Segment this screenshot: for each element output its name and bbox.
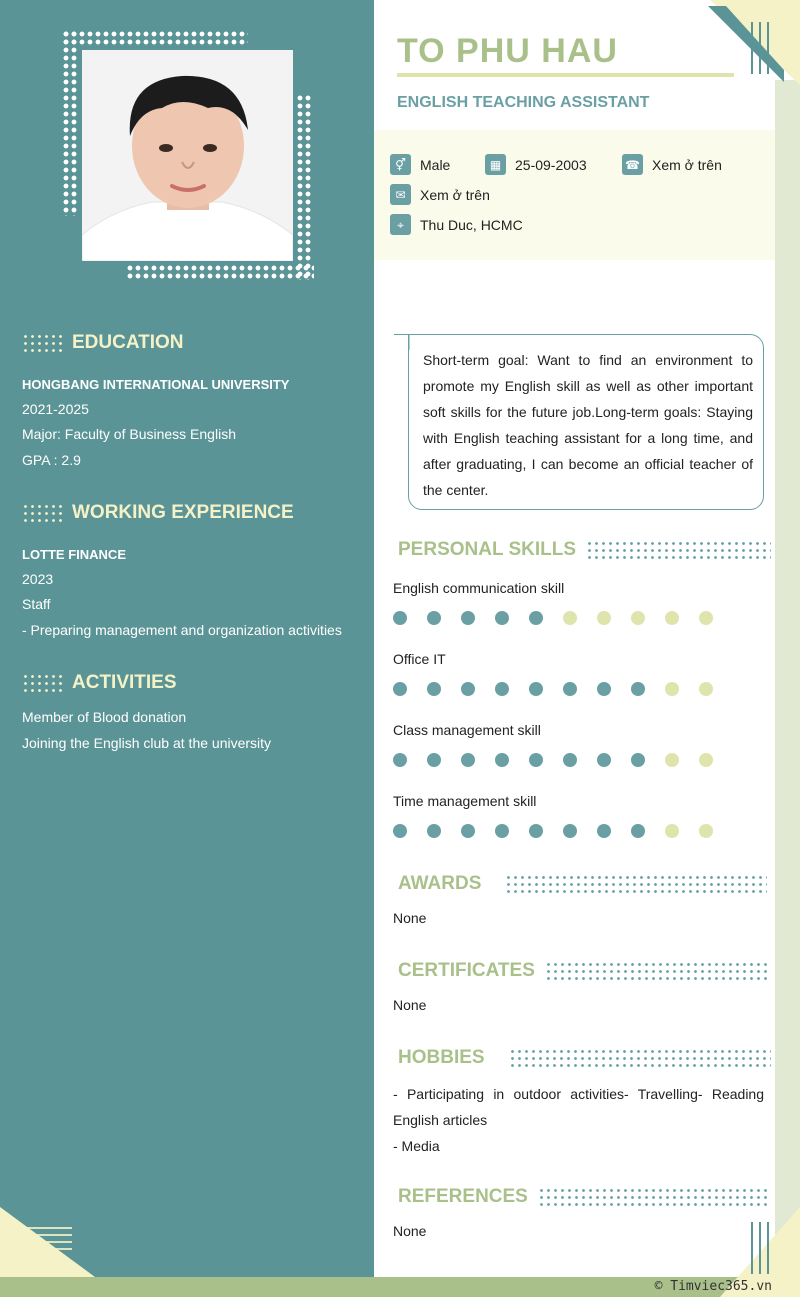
activity-item: Member of Blood donation	[22, 709, 187, 725]
info-phone-value: Xem ở trên	[652, 156, 722, 173]
photo-dots-left	[62, 30, 78, 216]
skill-dot-filled	[393, 611, 407, 625]
skill-name: English communication skill	[393, 580, 565, 596]
lines-decoration	[22, 1227, 72, 1255]
certificates-heading	[398, 960, 767, 982]
candidate-name: TO PHU HAU	[397, 32, 618, 70]
skill-dot-filled	[427, 611, 441, 625]
name-underline	[397, 73, 734, 77]
copyright-notice: © Timviec365.vn	[654, 1279, 772, 1294]
right-decor-bar	[775, 80, 800, 1290]
awards-heading	[398, 873, 767, 895]
candidate-position: ENGLISH TEACHING ASSISTANT	[397, 94, 650, 111]
skill-dot-empty	[699, 824, 713, 838]
info-gender	[390, 154, 450, 175]
skills-heading	[398, 539, 771, 561]
skill-dot-empty	[631, 611, 645, 625]
skill-dot-filled	[597, 682, 611, 696]
certificates-text: None	[393, 997, 427, 1013]
skill-dot-filled	[631, 753, 645, 767]
education-major: Major: Faculty of Business English	[22, 426, 236, 442]
education-school: HONGBANG INTERNATIONAL UNIVERSITY	[22, 377, 290, 392]
skill-dot-filled	[563, 824, 577, 838]
skill-dot-filled	[461, 824, 475, 838]
skill-dot-filled	[597, 824, 611, 838]
info-address-value: Thu Duc, HCMC	[420, 216, 523, 233]
skill-dot-filled	[393, 682, 407, 696]
career-objective: Short-term goal: Want to find an environment to promote my English skill as well as other important soft skills for the future job.Long-term goals: Staying with English teaching assistant for a long time, and after graduating, I can become an official teacher of the center.	[408, 334, 764, 510]
skill-dot-filled	[563, 753, 577, 767]
photo-dots-bottom	[126, 264, 314, 280]
skill-dot-empty	[699, 611, 713, 625]
skill-dot-filled	[427, 824, 441, 838]
skill-dot-empty	[665, 682, 679, 696]
phone-icon: ☎	[622, 154, 643, 175]
skill-dot-filled	[461, 753, 475, 767]
heading-dots	[509, 1048, 771, 1068]
skill-rating	[393, 682, 713, 696]
skill-dot-empty	[699, 753, 713, 767]
certificates-title: CERTIFICATES	[398, 960, 535, 981]
references-title: REFERENCES	[398, 1186, 528, 1207]
skill-dot-filled	[393, 753, 407, 767]
heading-dots	[22, 503, 62, 523]
skill-dot-filled	[393, 824, 407, 838]
experience-desc: - Preparing management and organization activities	[22, 622, 342, 638]
gender-icon: ⚥	[390, 154, 411, 175]
skill-dot-filled	[495, 611, 509, 625]
avatar	[82, 50, 293, 261]
heading-dots	[22, 673, 62, 693]
photo-dots-top	[62, 30, 248, 46]
skill-dot-empty	[665, 824, 679, 838]
skill-dot-filled	[427, 682, 441, 696]
skill-dot-filled	[461, 611, 475, 625]
awards-title: AWARDS	[398, 873, 482, 894]
photo-dots-right	[296, 94, 312, 280]
skill-rating	[393, 753, 713, 767]
avatar-illustration	[82, 50, 293, 261]
skill-dot-empty	[665, 611, 679, 625]
references-heading	[398, 1186, 770, 1208]
skill-name: Time management skill	[393, 793, 537, 809]
heading-dots	[538, 1187, 770, 1207]
skills-title: PERSONAL SKILLS	[398, 539, 577, 560]
heading-dots	[22, 333, 62, 353]
skill-dot-filled	[495, 824, 509, 838]
skill-dot-filled	[495, 682, 509, 696]
skill-dot-filled	[529, 611, 543, 625]
skill-rating	[393, 611, 713, 625]
activities-heading	[22, 672, 177, 694]
skill-dot-filled	[631, 824, 645, 838]
education-heading	[22, 332, 184, 354]
skill-dot-filled	[529, 753, 543, 767]
heading-dots	[586, 540, 771, 560]
skill-dot-filled	[529, 824, 543, 838]
awards-text: None	[393, 910, 427, 926]
experience-company: LOTTE FINANCE	[22, 547, 126, 562]
skill-dot-filled	[563, 682, 577, 696]
skill-dot-filled	[461, 682, 475, 696]
bottom-vertical-lines	[751, 1222, 769, 1274]
experience-title: WORKING EXPERIENCE	[72, 502, 294, 523]
skill-dot-filled	[631, 682, 645, 696]
skill-dot-empty	[699, 682, 713, 696]
skill-dot-empty	[665, 753, 679, 767]
info-email-value: Xem ở trên	[420, 186, 490, 203]
activities-title: ACTIVITIES	[72, 672, 177, 693]
skill-dot-filled	[427, 753, 441, 767]
education-title: EDUCATION	[72, 332, 184, 353]
education-gpa: GPA : 2.9	[22, 452, 81, 468]
skill-dot-filled	[529, 682, 543, 696]
hobbies-text-2: - Media	[393, 1138, 440, 1154]
info-email	[390, 184, 490, 205]
left-column	[0, 0, 374, 1277]
hobbies-title: HOBBIES	[398, 1047, 485, 1068]
skill-rating	[393, 824, 713, 838]
photo-frame	[62, 30, 314, 282]
top-vertical-lines	[751, 22, 769, 74]
info-gender-value: Male	[420, 156, 451, 173]
experience-year: 2023	[22, 571, 54, 587]
hobbies-heading	[398, 1047, 771, 1069]
experience-role: Staff	[22, 596, 51, 612]
hobbies-text-1: - Participating in outdoor activities- Travelling- Reading English articles	[393, 1086, 764, 1128]
info-birthday-value: 25-09-2003	[515, 156, 587, 173]
heading-dots	[505, 874, 767, 894]
info-phone	[622, 154, 722, 175]
skill-dot-filled	[597, 753, 611, 767]
references-text: None	[393, 1223, 427, 1239]
experience-heading	[22, 502, 294, 524]
skill-dot-filled	[495, 753, 509, 767]
heading-dots	[545, 961, 767, 981]
activity-item: Joining the English club at the university	[22, 735, 272, 751]
info-birthday	[485, 154, 587, 175]
skill-name: Office IT	[393, 651, 446, 667]
skill-dot-empty	[597, 611, 611, 625]
education-period: 2021-2025	[22, 401, 89, 417]
skill-name: Class management skill	[393, 722, 541, 738]
skill-dot-empty	[563, 611, 577, 625]
info-address	[390, 214, 523, 235]
calendar-icon: ▦	[485, 154, 506, 175]
mail-icon: ✉	[390, 184, 411, 205]
location-icon: ⌖	[390, 214, 411, 235]
